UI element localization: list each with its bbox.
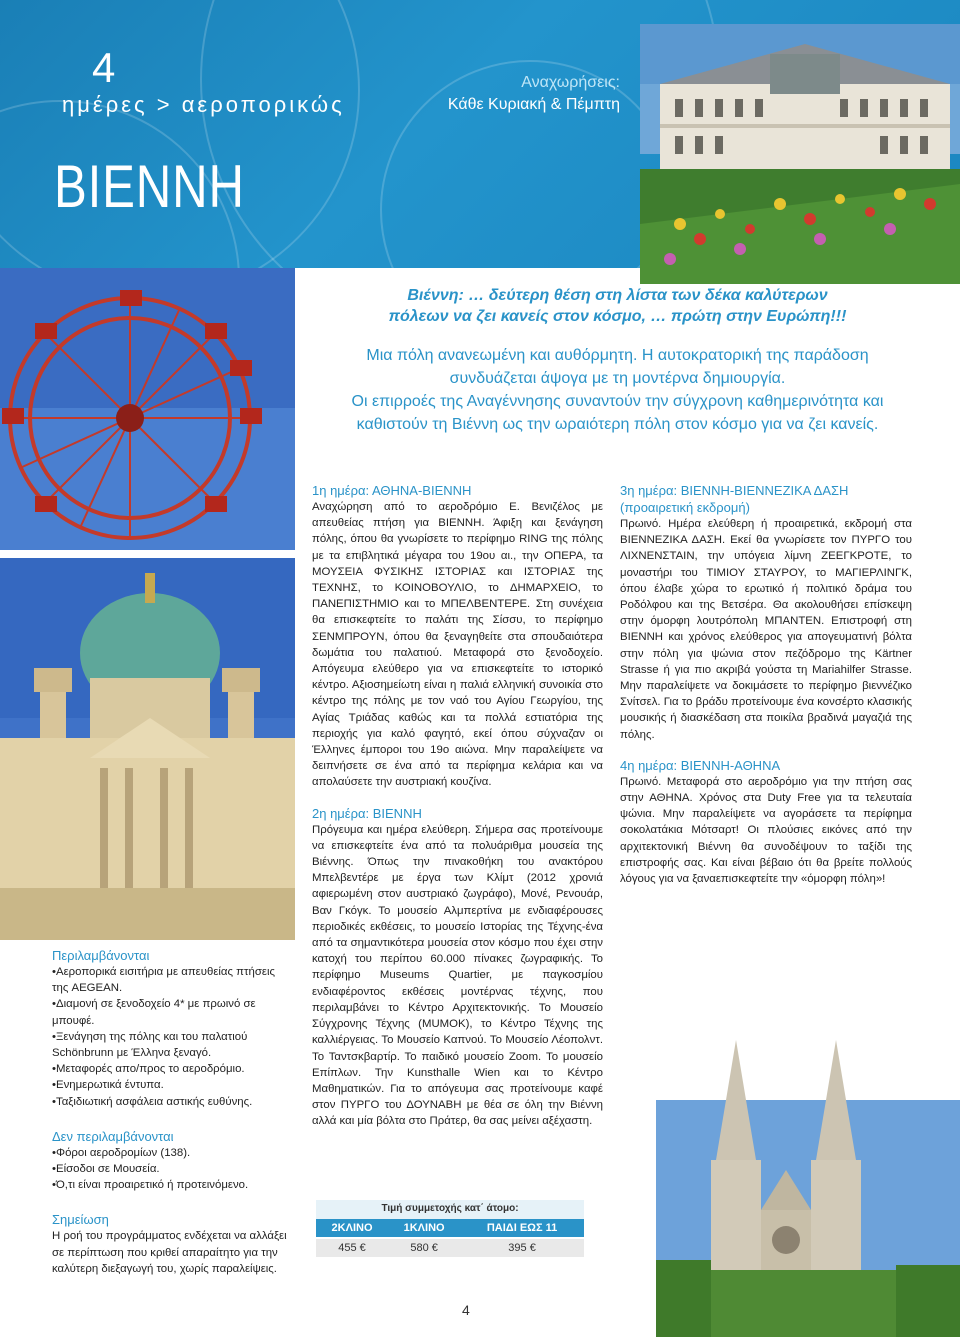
ferris-wheel-photo <box>0 268 295 550</box>
price-table <box>316 1200 584 1257</box>
intro-quote-line2: πόλεων να ζει κανείς στον κόσμο, … πρώτη στην Ευρώπη!!! <box>388 308 847 325</box>
included-item: •Διαμονή σε ξενοδοχείο 4* με πρωινό σε μπουφέ. <box>52 998 256 1027</box>
intro-line2: συνδυάζεται άψογα με τη μοντέρνα δημιουργία. <box>449 370 786 387</box>
votivkirche-photo <box>596 1040 960 1337</box>
included-item: •Αεροπορικά εισιτήρια με απευθείας πτήσεις της AEGEAN. <box>52 966 275 995</box>
karlskirche-photo <box>0 558 295 940</box>
intro-quote-line1: Βιέννη: … δεύτερη θέση στη λίστα των δέκα καλύτερων <box>407 287 828 304</box>
note-title: Σημείωση <box>52 1212 109 1228</box>
departures-days: Κάθε Κυριακή & Πέμπτη <box>447 96 620 113</box>
included-item: •Μεταφορές απο/προς το αεροδρόμιο. <box>52 1063 245 1076</box>
day1-text: Αναχώρηση από το αεροδρόμιο Ε. Βενιζέλος με απευθείας πτήση για ΒΙΕΝΝΗ. Άφιξη και ξενάγηση πόλης, όπου θα γνωρίσετε το περίφημο RING της πόλης με τα επιβλητικά μέγαρα του 19ου αι., την ΟΠΕΡΑ, τα ΜΟΥΣΕΙΑ ΦΥΣΙΚΗΣ ΙΣΤΟΡΙΑΣ και ΙΣΤΟΡΙΑΣ της ΤΕΧΝΗΣ, το ΚΟΙΝΟΒΟΥΛΙΟ, το ΔΗΜΑΡΧΕΙΟ, το ΠΑΝΕΠΙΣΤΗΜΙΟ και το ΜΠΕΛΒΕΝΤΕΡΕ. Στη συνέχεια θα επισκεφτείτε το παλάτι της Σίσσυ, το περίφημο ΣΕΝΜΠΡΟΥΝ, όπου θα ξεναγηθείτε στα σπουδαιότερα δωμάτια του παλατιού. Μεταφορά στο ξενοδοχείο. Απόγευμα ελεύθερο για να επισκεφτείτε το ιστορικό κέντρο. Αξιοσημείωτη είναι η παλιά ελληνική συνοικία στο κέντρο της πόλης με τον ναό του Αγίου Γεωργίου, της Αγίας Τριάδας καθώς και τα πολλά εστιατόρια της περιοχής για καλό φαγητό, εκεί όπου σύχναζαν οι Έλληνες έμποροι του 19ο αιώνα. Μην παραλείψετε να δειπνήσετε σε ένα από τα περίφημα κελάρια και να απολαύσετε την αυστριακή κουζίνα. <box>312 501 603 789</box>
not-included-title: Δεν περιλαμβάνονται <box>52 1128 174 1144</box>
day4-text: Πρωινό. Μεταφορά στο αεροδρόμιο για την πτήση σας στην ΑΘΗΝΑ. Χρόνος στα Duty Free για τα τελευταία ψώνια. Μην παραλείψετε να αγοράσετε τα περίφημα σοκολατάκια Μότσαρτ! Οι πλούσιες εικόνες από την αρχιτεκτονική Βιέννη θα συνοδέψουν το ταξίδι της επιστροφής σας. Και είναι βέβαιο ότι θα βρείτε πολλούς λόγους για να ξαναεπισκεφτείτε την «όμορφη πόλη»! <box>620 775 912 886</box>
day3-subtitle: (προαιρετική εκδρομή) <box>620 500 750 515</box>
day3-title: 3η ημέρα: ΒΙΕΝΝΗ-ΒΙΕΝΝΕΖΙΚΑ ΔΑΣΗ <box>620 483 849 498</box>
price-header-child: ΠΑΙΔΙ ΕΩΣ 11 <box>460 1219 584 1238</box>
day2-text: Πρόγευμα και ημέρα ελεύθερη. Σήμερα σας προτείνουμε να επισκεφτείτε ένα από τα πολυάριθμα μουσεία της Βιέννης. Όπως την πινακοθήκη του ανακτόρου Μπελβεντέρε με έργα των Κλίμτ (2012 χρονιά αφιερωμένη στον αυστριακό ζωγράφο), Μονέ, Ρενουάρ, Βαν Γκόγκ. Το μουσείο Αλμπερτίνα με ενδιαφέρουσες περιοδικές εκθέσεις, το μουσείο Ιστορίας της Τέχνης-ένα από τα σημαντικότερα μουσεία στον κόσμο που έχει στην κατοχή του περίπου 60.000 πίνακες ζωγραφικής. Το περίφημο Museums Quartier, με παγκοσμίου ενδιαφέροντος εκθέσεις μοντέρνας τέχνης, που περιλαμβάνει το Κέντρο Αρχιτεκτονικής. Το Μουσείο Σύγχρονης Τέχνης (MUMOK), το Κέντρο Τέχνης της καλλιέργειας. Το Μουσείο Καπνού. Το Μουσείο Λέοπολντ. Το Ταντσκβαρτίρ. Το παιδικό μουσείο Zoom. Το μουσείο Επίπλων. Την Kunsthalle Wien και το Κέντρο Μαθηματικών. Για το απόγευμα σας προτείνουμε καφέ στον ΠΥΡΓΟ του ΔΟΥΝΑΒΗ με θέα σε όλη την Βιέννη αλλά και μία βόλτα στο Πράτερ, θα σας μείνει αξέχαστη. <box>312 823 603 1128</box>
page-number: 4 <box>462 1302 470 1318</box>
included-item: •Ταξιδιωτική ασφάλεια αστικής ευθύνης. <box>52 1095 253 1108</box>
intro-line4: καθιστούν τη Βιέννη ως την ωραιότερη πόλη στον κόσμο για να ζει κανείς. <box>356 416 879 433</box>
included-item: •Ξενάγηση της πόλης και του παλατιού Schönbrunn με Έλληνα ξεναγό. <box>52 1030 248 1060</box>
day1-title: 1η ημέρα: ΑΘΗΝΑ-ΒΙΕΝΝΗ <box>312 483 472 498</box>
day4-title: 4η ημέρα: ΒΙΕΝΝΗ-ΑΘΗΝΑ <box>620 757 781 773</box>
itinerary-column-1 <box>312 482 603 1130</box>
included-title: Περιλαμβάνονται <box>52 948 150 963</box>
price-header-double: 2ΚΛΙΝΟ <box>316 1219 388 1238</box>
intro-line1: Μια πόλη ανανεωμένη και αυθόρμητη. Η αυτοκρατορική της παράδοση <box>366 347 869 364</box>
included-item: •Ενημερωτικά έντυπα. <box>52 1079 164 1092</box>
price-caption: Τιμή συμμετοχής κατ΄ άτομο: <box>316 1200 584 1219</box>
price-value-child: 395 € <box>460 1238 584 1257</box>
day3-text: Πρωινό. Ημέρα ελεύθερη ή προαιρετικά, εκδρομή στα ΒΙΕΝΝΕΖΙΚΑ ΔΑΣΗ. Εκεί θα γνωρίσετε τον ΠΥΡΓΟ του ΛΙΧΝΕΝΣΤΑΙΝ, την υπόγεια λίμνη ΖΕΕΓΚΡΟΤΕ, το μοναστήρι του ΤΙΜΙΟΥ ΣΤΑΥΡΟΥ, το ΜΑΓΙΕΡΛΙΝΓΚ, όπου έλαβε χώρα το ερωτικό ή πολιτικό δράμα του Ροδόλφου και της Βετσέρα. Θα ακολουθήσει επίσκεψη στην όμορφη λουτρόπολη ΜΠΑΝΤΕΝ. Επιστροφή στη ΒΙΕΝΝΗ και χρόνος ελεύθερος για απογευματινή βόλτα στην πόλη για ψώνια στον πεζόδρομο της Kärtner Strasse ή για πιο ακριβά γούστα τη Mariahilfer Strasse. Μην παραλείψετε να δοκιμάσετε το περίφημο βιεννέζικο Σνίτσελ. Για το βράδυ προτείνουμε ένα κονσέρτο κλασικής μουσικής ή διασκέδαση στα ποικίλα βραδινά μαγαζιά της πόλης. <box>620 518 912 741</box>
not-included-item: •Ό,τι είναι προαιρετικό ή προτεινόμενο. <box>52 1179 249 1192</box>
price-value-single: 580 € <box>388 1238 460 1257</box>
itinerary-column-2 <box>620 482 912 887</box>
sidebar-info <box>52 947 288 1277</box>
belvedere-palace-photo <box>640 24 960 284</box>
price-header-single: 1ΚΛΙΝΟ <box>388 1219 460 1238</box>
departures-label: Αναχωρήσεις: <box>521 74 620 91</box>
note-text: Η ροή του προγράμματος ενδέχεται να αλλάξει σε περίπτωση που κριθεί απαραίτητο για την καλύτερη διεξαγωγή του, χωρίς παραλείψεις. <box>52 1230 287 1275</box>
not-included-item: •Φόροι αεροδρομίων (138). <box>52 1146 191 1159</box>
intro-line3: Οι επιρροές της Αναγέννησης συναντούν την σύγχρονη καθημερινότητα και <box>351 393 884 410</box>
day2-title: 2η ημέρα: ΒΙΕΝΝΗ <box>312 805 422 821</box>
price-value-double: 455 € <box>316 1238 388 1257</box>
not-included-item: •Είσοδοι σε Μουσεία. <box>52 1163 160 1176</box>
days-text: ημέρες > αεροπορικώς <box>62 92 345 117</box>
intro-block <box>330 285 905 436</box>
city-title: ΒΙΕΝΝΗ <box>54 153 245 220</box>
days-number: 4 <box>92 44 116 91</box>
